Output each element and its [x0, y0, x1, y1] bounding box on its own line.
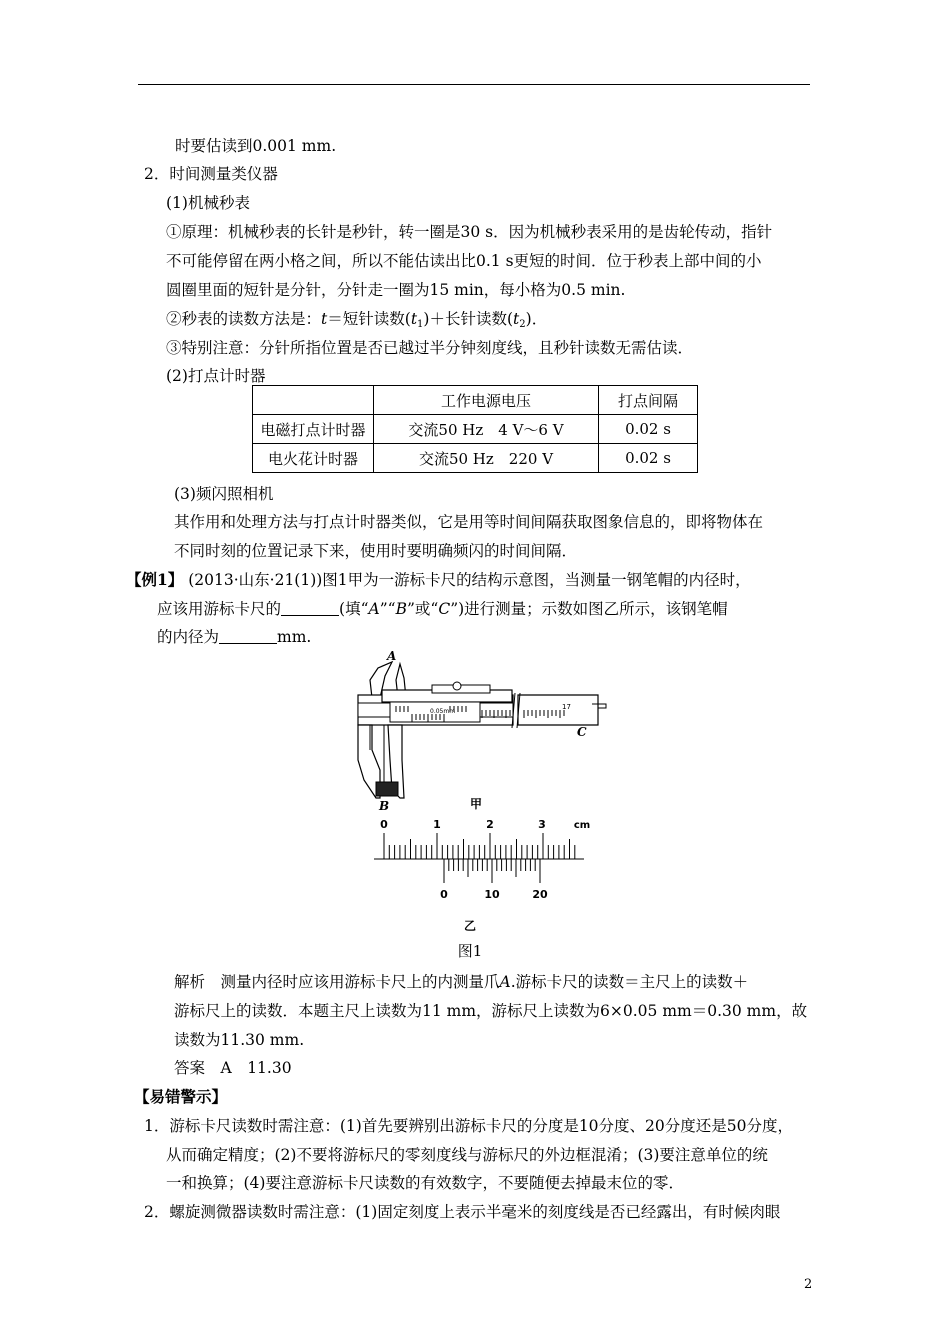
label-b: B: [379, 799, 390, 813]
example-line: 【例1】 (2013·山东·21(1))图1甲为一游标卡尺的结构示意图，当测量一钢笔帽的内径时，: [126, 570, 751, 589]
table-header-row: [253, 386, 698, 415]
example-tag: 【例1】: [126, 570, 184, 589]
subsection-heading: (1)机械秒表: [166, 194, 250, 212]
table-cell: 打点间隔: [599, 386, 698, 415]
table-cell: [253, 386, 374, 415]
answer-blank: [281, 601, 339, 616]
warning-line: 1．游标卡尺读数时需注意：(1)首先要辨别出游标卡尺的分度是10分度、20分度还是50分度，: [144, 1117, 793, 1135]
caliper-drawing: [358, 650, 606, 813]
table-cell: 电磁打点计时器: [253, 415, 374, 444]
example-line: 的内径为 mm.: [157, 628, 312, 646]
caption-jia: 甲: [470, 797, 483, 811]
vernier-precision-label: 0.05mm: [430, 708, 456, 715]
table-cell: 电火花计时器: [253, 444, 374, 473]
header-rule: [138, 84, 810, 85]
scale-readout: [374, 818, 590, 933]
answer-blank: [219, 629, 277, 644]
scale-number: 17: [562, 703, 571, 711]
table-row: [253, 444, 698, 473]
example-line: 应该用游标卡尺的 (填“A”“B”或“C”)进行测量；示数如图乙所示，该钢笔帽: [157, 600, 728, 618]
page-number: 2: [804, 1277, 813, 1292]
table-cell: 0.02 s: [599, 444, 698, 473]
warning-line: 从而确定精度；(2)不要将游标尺的零刻度线与游标尺的外边框混淆；(3)要注意单位的统: [166, 1146, 768, 1164]
caption-yi: 乙: [463, 919, 477, 933]
table-row: [253, 415, 698, 444]
warning-heading: 【易错警示】: [134, 1087, 228, 1106]
text-line: 时要估读到0.001 mm.: [175, 137, 337, 155]
text-line: ③特别注意：分针所指位置是否已越过半分钟刻度线，且秒针读数无需估读．: [166, 339, 694, 357]
subsection-heading: (2)打点计时器: [166, 367, 266, 385]
figure-caption: 图1: [457, 942, 483, 960]
timer-table: [252, 385, 698, 473]
solution-line: 游标尺上的读数．本题主尺上读数为11 mm，游标尺上读数为6×0.05 mm＝0.30 mm，故: [174, 1002, 808, 1020]
table-cell: 交流50 Hz 4 V～6 V: [374, 415, 599, 444]
formula-line: ②秒表的读数方法是：t＝短针读数$(t_1)+$长针读数$(t_2)$．: [166, 310, 548, 330]
label-a: A: [387, 650, 397, 663]
vernier-caliper-figure: [330, 650, 620, 960]
text-line: 不同时刻的位置记录下来，使用时要明确频闪的时间间隔．: [174, 542, 578, 560]
unit-label: cm: [573, 820, 591, 831]
warning-line: 2．螺旋测微器读数时需注意：(1)固定刻度上表示半毫米的刻度线是否已经露出，有时候肉眼: [144, 1203, 781, 1221]
main-tick-label: 1: [433, 818, 441, 831]
text-line: 圆圈里面的短针是分针，分针走一圈为15 min，每小格为0.5 min.: [166, 281, 626, 299]
main-tick-label: 2: [486, 818, 494, 831]
solution-line: 解析 测量内径时应该用游标卡尺上的内测量爪A.游标卡尺的读数＝主尺上的读数＋: [174, 973, 749, 991]
vernier-tick-label: 20: [532, 888, 548, 901]
text-line: 不可能停留在两小格之间，所以不能估读出比0.1 s更短的时间．位于秒表上部中间的小: [166, 252, 762, 270]
table-cell: 工作电源电压: [374, 386, 599, 415]
subsection-heading: (3)频闪照相机: [174, 485, 274, 503]
text-line: 其作用和处理方法与打点计时器类似，它是用等时间间隔获取图象信息的，即将物体在: [174, 513, 764, 531]
text-line: ①原理：机械秒表的长针是秒针，转一圈是30 s．因为机械秒表采用的是齿轮传动，指针: [166, 223, 773, 241]
vernier-tick-label: 10: [484, 888, 500, 901]
main-tick-label: 3: [538, 818, 546, 831]
section-heading: 2．时间测量类仪器: [144, 165, 278, 183]
answer-line: 答案 A 11.30: [174, 1059, 292, 1077]
table-cell: 交流50 Hz 220 V: [374, 444, 599, 473]
vernier-tick-label: 0: [440, 888, 448, 901]
solution-line: 读数为11.30 mm.: [174, 1031, 305, 1049]
label-c: C: [577, 725, 587, 739]
warning-line: 一和换算；(4)要注意游标卡尺读数的有效数字，不要随便去掉最末位的零．: [166, 1174, 684, 1192]
table-cell: 0.02 s: [599, 415, 698, 444]
main-tick-label: 0: [380, 818, 388, 831]
